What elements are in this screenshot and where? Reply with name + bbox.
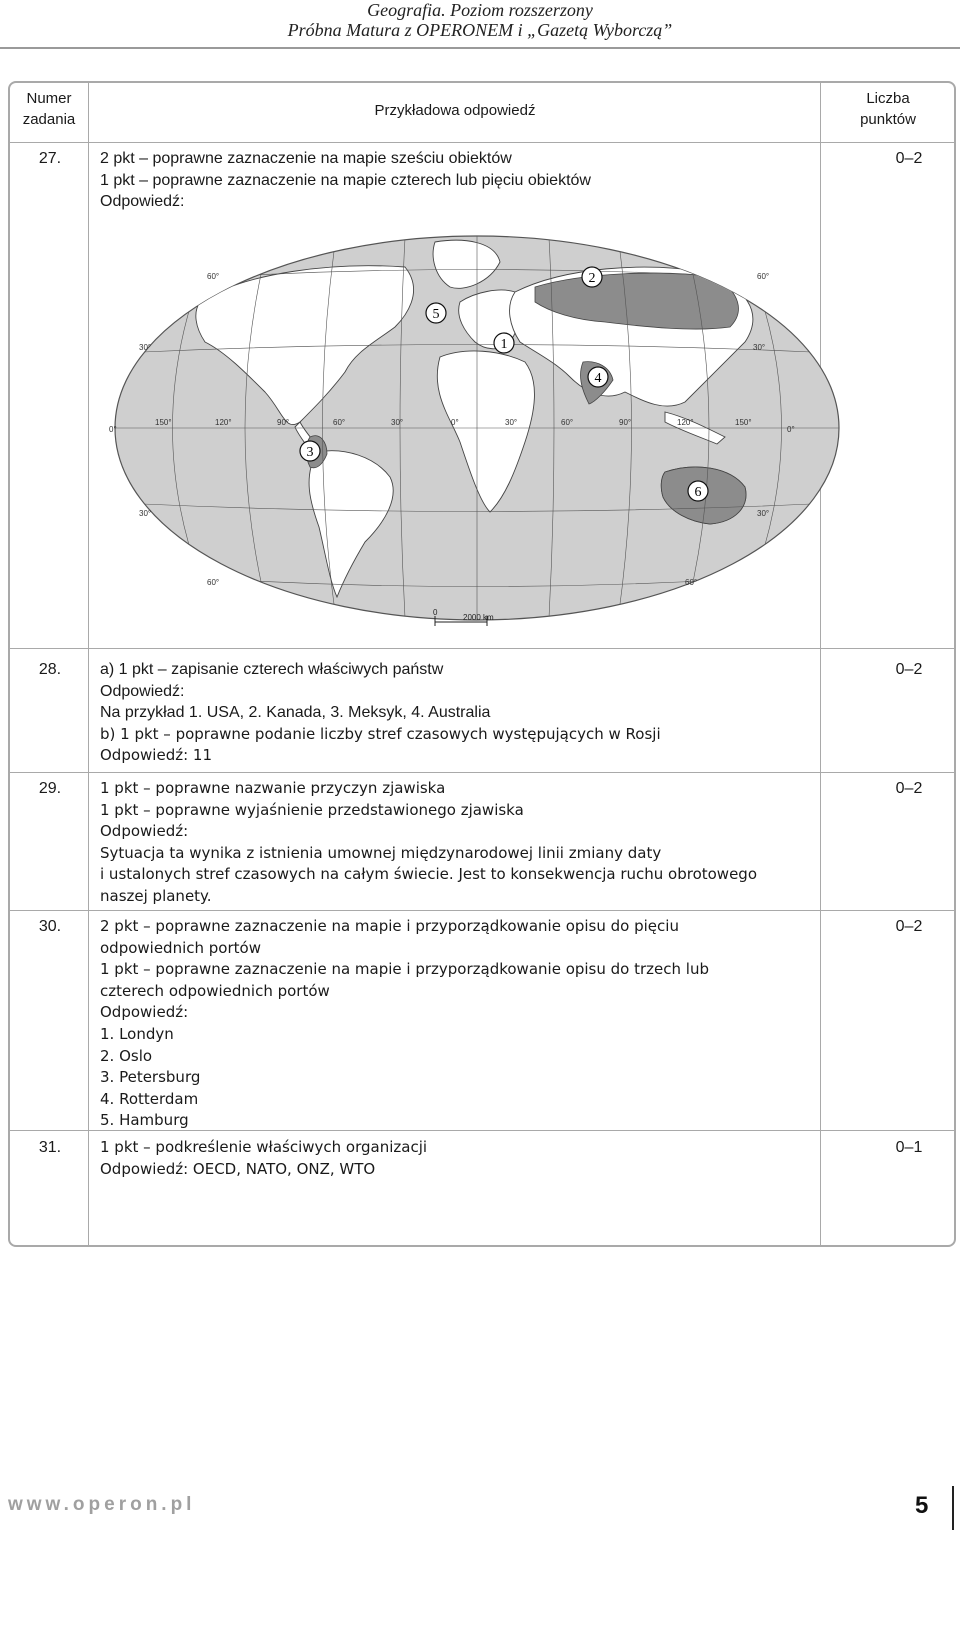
answer-line: czterech odpowiednich portów (100, 981, 330, 1000)
task-number: 28. (38, 661, 62, 678)
marker-1-label: 1 (500, 337, 508, 352)
antarctica (135, 621, 825, 662)
task-points: 0–2 (895, 661, 923, 678)
task-27-answer (100, 148, 855, 213)
footer-divider (952, 1486, 954, 1530)
task-number: 29. (38, 780, 62, 797)
answer-line: b) 1 pkt – poprawne podanie liczby stref czasowych występujących w Rosji (100, 724, 661, 743)
answer-line: Odpowiedź: (100, 193, 185, 211)
answer-line: Sytuacja ta wynika z istnienia umownej międzynarodowej linii zmiany daty (100, 843, 662, 862)
lon-label: 120° (677, 418, 694, 427)
col-header-points (824, 88, 952, 130)
task-30-answer (100, 916, 855, 1132)
answer-line: 1 pkt – podkreślenie właściwych organizacji (100, 1138, 428, 1156)
lat-label: 30° (757, 509, 770, 518)
answer-line: Odpowiedź: (100, 822, 189, 841)
answer-line: 2 pkt – poprawne zaznaczenie na mapie i przyporządkowanie opisu do pięciu (100, 917, 679, 935)
scale-zero: 0 (433, 608, 438, 617)
marker-6-label: 6 (694, 485, 702, 500)
lon-label: 30° (505, 418, 518, 427)
answer-line: 5. Hamburg (100, 1111, 189, 1130)
lon-label: 90° (277, 418, 290, 427)
answer-line: 4. Rotterdam (100, 1089, 199, 1108)
header-row-divider (9, 142, 955, 143)
answer-line: Odpowiedź: 11 (100, 746, 212, 765)
col-header-points-line2: punktów (860, 111, 916, 128)
answer-line: 1 pkt – poprawne zaznaczenie na mapie czterech lub pięciu obiektów (100, 171, 591, 189)
lat-label: 60° (207, 272, 220, 281)
lat-label: 60° (757, 272, 770, 281)
task-points: 0–2 (895, 150, 923, 167)
scale-label: 2000 km (463, 613, 494, 622)
marker-6 (688, 481, 708, 501)
answer-line: 1. Londyn (100, 1024, 174, 1043)
lat-label: 60° (207, 578, 220, 587)
marker-5-label: 5 (432, 307, 440, 322)
marker-2-label: 2 (588, 271, 596, 286)
answer-line: i ustalonych stref czasowych na całym świecie. Jest to konsekwencja ruchu obrotowego (100, 865, 758, 884)
answer-line: 3. Petersburg (100, 1068, 201, 1087)
marker-2 (582, 267, 602, 287)
footer-url: www.operon.pl (8, 1494, 196, 1515)
answer-line: Odpowiedź: OECD, NATO, ONZ, WTO (100, 1159, 376, 1178)
column-divider-num (88, 81, 89, 1247)
lat-label: 30° (139, 343, 152, 352)
task-31-answer (100, 1137, 855, 1180)
lon-label: 30° (391, 418, 404, 427)
marker-3-label: 3 (306, 445, 314, 460)
answer-line: 1 pkt – poprawne nazwanie przyczyn zjawiska (100, 779, 446, 797)
task-points: 0–1 (895, 1139, 923, 1156)
lon-label: 90° (619, 418, 632, 427)
lat-label: 30° (753, 343, 766, 352)
lon-label: 60° (561, 418, 574, 427)
col-header-points-line1: Liczba (866, 90, 910, 107)
answer-line: 1 pkt – poprawne zaznaczenie na mapie i przyporządkowanie opisu do trzech lub (100, 960, 709, 979)
lat-label: 60° (685, 578, 698, 587)
world-map (105, 232, 850, 662)
header-title: Geografia. Poziom rozszerzony (367, 0, 593, 20)
col-header-number-line2: zadania (22, 111, 76, 128)
task-points: 0–2 (895, 780, 923, 797)
task-number: 31. (38, 1139, 62, 1156)
col-header-answer: Przykładowa odpowiedź (374, 102, 536, 119)
lon-label: 150° (735, 418, 752, 427)
lat-label: 30° (139, 509, 152, 518)
header-divider (0, 47, 960, 49)
answer-line: Odpowiedź: (100, 1003, 189, 1022)
answer-line: 2. Oslo (100, 1046, 153, 1065)
header-subtitle: Próbna Matura z OPERONEM i „Gazetą Wyborczą” (287, 20, 673, 40)
answer-line: a) 1 pkt – zapisanie czterech właściwych państw (100, 661, 444, 678)
lon-label: 60° (333, 418, 346, 427)
task-28-answer (100, 659, 855, 767)
answer-line: Na przykład 1. USA, 2. Kanada, 3. Meksyk, 4. Australia (100, 704, 491, 722)
lon-label: 150° (155, 418, 172, 427)
col-header-number (14, 88, 84, 130)
task-29-answer (100, 778, 855, 908)
marker-1 (494, 333, 514, 353)
row-divider-28 (9, 772, 955, 773)
lon-label: 0° (451, 418, 459, 427)
page-number: 5 (915, 1492, 929, 1519)
answer-line: naszej planety. (100, 886, 212, 905)
task-points: 0–2 (895, 918, 923, 935)
marker-4-label: 4 (594, 371, 602, 386)
row-divider-29 (9, 910, 955, 911)
lat-label: 0° (109, 425, 117, 434)
marker-5 (426, 303, 446, 323)
marker-3 (300, 441, 320, 461)
answer-line: Odpowiedź: (100, 682, 185, 700)
task-number: 30. (38, 918, 62, 935)
answer-line: 1 pkt – poprawne wyjaśnienie przedstawionego zjawiska (100, 800, 524, 819)
answer-line: odpowiednich portów (100, 938, 261, 957)
lon-label: 120° (215, 418, 232, 427)
lat-label: 0° (787, 425, 795, 434)
marker-4 (588, 367, 608, 387)
answer-line: 2 pkt – poprawne zaznaczenie na mapie sześciu obiektów (100, 150, 512, 167)
task-number: 27. (38, 150, 62, 167)
col-header-number-line1: Numer (26, 90, 72, 107)
